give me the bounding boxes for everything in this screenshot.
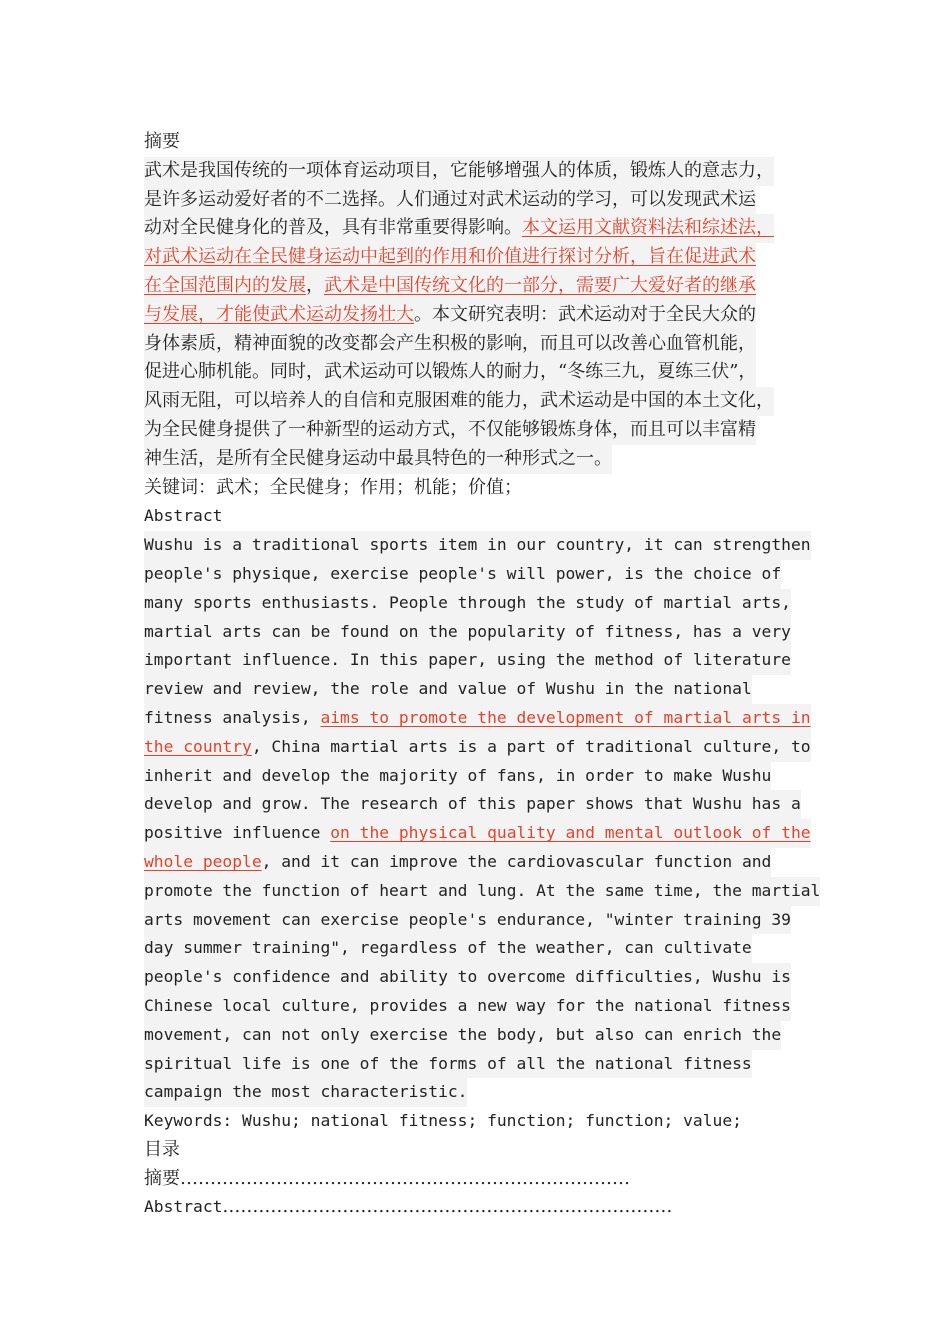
- text-run: develop and grow. The research of this paper shows that Wushu has a: [144, 794, 801, 814]
- paragraph-line: [144, 1050, 824, 1079]
- paragraph-line: [144, 243, 824, 272]
- revised-text: 武术是中国传统文化的一部分，需要广大爱好者的继承: [324, 274, 756, 296]
- toc-list: [144, 1165, 824, 1223]
- text-run: promote the function of heart and lung. At the same time, the martial: [144, 880, 821, 900]
- paragraph-line: [144, 618, 824, 647]
- line-highlight: [144, 416, 756, 445]
- text-run: , and it can improve the cardiovascular function and: [261, 851, 772, 871]
- abstract-en-keywords: Keywords: Wushu; national fitness; function; function; value;: [144, 1111, 742, 1131]
- toc-entry-label: Abstract: [144, 1197, 223, 1217]
- paragraph-line: [144, 733, 824, 762]
- paragraph-line: [144, 704, 824, 733]
- paragraph-line: [144, 416, 824, 445]
- paragraph-line: [144, 992, 824, 1021]
- revised-text: whole people: [144, 851, 262, 871]
- line-highlight: [144, 819, 811, 848]
- paragraph-line: [144, 1021, 824, 1050]
- line-highlight: [144, 992, 791, 1021]
- line-highlight: [144, 733, 811, 762]
- paragraph-line: [144, 790, 824, 819]
- toc-entry[interactable]: [144, 1165, 824, 1194]
- text-run: Wushu is a traditional sports item in our country, it can strengthen: [144, 535, 811, 555]
- text-run: fitness analysis,: [144, 707, 321, 727]
- paragraph-line: [144, 387, 824, 416]
- paragraph-line: [144, 272, 824, 301]
- line-highlight: [144, 618, 791, 647]
- text-run: , China martial arts is a part of traditional culture, to: [251, 736, 811, 756]
- line-highlight: [144, 272, 756, 301]
- line-highlight: [144, 358, 756, 387]
- paragraph-line: [144, 963, 824, 992]
- text-run: 神生活，是所有全民健身运动中最具特色的一种形式之一。: [144, 447, 612, 469]
- toc-entry[interactable]: [144, 1193, 824, 1222]
- line-highlight: [144, 387, 774, 416]
- paragraph-line: [144, 358, 824, 387]
- paragraph-line: [144, 934, 824, 963]
- text-run: 是许多运动爱好者的不二选择。人们通过对武术运动的学习，可以发现武术运: [144, 188, 756, 210]
- paragraph-line: [144, 646, 824, 675]
- paragraph-line: [144, 906, 824, 935]
- revised-text: on the physical quality and mental outlook of the: [330, 823, 811, 843]
- text-run: ，: [306, 274, 324, 296]
- paragraph-line: [144, 445, 824, 474]
- revised-text: 对武术运动在全民健身运动中起到的作用和价值进行探讨分析，旨在促进武术: [144, 246, 756, 268]
- line-highlight: [144, 646, 791, 675]
- line-highlight: [144, 906, 791, 935]
- paragraph-line: [144, 301, 824, 330]
- text-run: positive influence: [144, 823, 331, 843]
- text-run: day summer training", regardless of the weather, can cultivate: [144, 938, 752, 958]
- line-highlight: [144, 762, 771, 791]
- toc-leader-dots: …………………………………………………………………: [180, 1167, 630, 1189]
- text-run: review and review, the role and value of Wushu in the national: [144, 679, 752, 699]
- text-run: 武术是我国传统的一项体育运动项目，它能够增强人的体质，锻炼人的意志力，: [144, 159, 774, 181]
- line-highlight: [144, 445, 612, 474]
- text-run: important influence. In this paper, using the method of literature: [144, 650, 791, 670]
- line-highlight: [144, 330, 756, 359]
- text-run: 。本文研究表明：武术运动对于全民大众的: [414, 303, 756, 325]
- paragraph-line: [144, 877, 824, 906]
- line-highlight: [144, 531, 811, 560]
- abstract-en-heading: Abstract: [144, 506, 223, 526]
- text-run: inherit and develop the majority of fans, in order to make Wushu: [144, 765, 772, 785]
- text-run: many sports enthusiasts. People through the study of martial arts,: [144, 592, 791, 612]
- paragraph-line: [144, 848, 824, 877]
- line-highlight: [144, 589, 791, 618]
- line-highlight: [144, 1050, 752, 1079]
- paragraph-line: [144, 157, 824, 186]
- line-highlight: [144, 675, 752, 704]
- text-run: 身体素质，精神面貌的改变都会产生积极的影响，而且可以改善心血管机能，: [144, 332, 756, 354]
- paragraph-line: [144, 675, 824, 704]
- revised-text: aims to promote the development of martial arts in: [320, 707, 811, 727]
- text-run: 风雨无阻，可以培养人的自信和克服困难的能力，武术运动是中国的本土文化，: [144, 390, 774, 412]
- line-highlight: [144, 301, 756, 330]
- revised-text: the country: [144, 736, 252, 756]
- line-highlight: [144, 704, 811, 733]
- toc-leader-dots: …………………………………………………………………: [222, 1196, 673, 1218]
- line-highlight: [144, 157, 774, 186]
- text-run: people's confidence and ability to overcome difficulties, Wushu is: [144, 967, 791, 987]
- paragraph-line: [144, 186, 824, 215]
- line-highlight: [144, 934, 752, 963]
- text-run: movement, can not only exercise the body, but also can enrich the: [144, 1024, 782, 1044]
- toc-entry-label: 摘要: [144, 1167, 180, 1189]
- text-run: spiritual life is one of the forms of all the national fitness: [144, 1053, 752, 1073]
- line-highlight: [144, 560, 781, 589]
- document-page: [144, 128, 824, 1222]
- text-run: arts movement can exercise people's endurance, "winter training 39: [144, 909, 791, 929]
- abstract-en-body: [144, 531, 824, 1107]
- paragraph-line: [144, 531, 824, 560]
- line-highlight: [144, 963, 791, 992]
- abstract-cn-body: [144, 157, 824, 474]
- text-run: 为全民健身提供了一种新型的运动方式，不仅能够锻炼身体，而且可以丰富精: [144, 418, 756, 440]
- text-run: 促进心肺机能。同时，武术运动可以锻炼人的耐力，“冬练三九，夏练三伏”，: [144, 361, 757, 383]
- paragraph-line: [144, 762, 824, 791]
- line-highlight: [144, 186, 756, 215]
- text-run: people's physique, exercise people's will power, is the choice of: [144, 563, 782, 583]
- text-run: Chinese local culture, provides a new way for the national fitness: [144, 995, 791, 1015]
- revised-text: 本文运用文献资料法和综述法，: [522, 217, 774, 239]
- line-highlight: [144, 1021, 781, 1050]
- paragraph-line: [144, 560, 824, 589]
- paragraph-line: [144, 1078, 824, 1107]
- revised-text: 与发展，才能使武术运动发扬壮大: [144, 303, 414, 325]
- line-highlight: [144, 214, 774, 243]
- text-run: campaign the most characteristic.: [144, 1082, 468, 1102]
- line-highlight: [144, 790, 801, 819]
- abstract-cn-keywords: 关键词：武术；全民健身；作用；机能；价值；: [144, 476, 522, 498]
- paragraph-line: [144, 819, 824, 848]
- paragraph-line: [144, 589, 824, 618]
- paragraph-line: [144, 214, 824, 243]
- text-run: 动对全民健身化的普及，具有非常重要得影响。: [144, 217, 522, 239]
- revised-text: 在全国范围内的发展: [144, 274, 306, 296]
- line-highlight: [144, 1078, 467, 1107]
- abstract-cn-heading: 摘要: [144, 131, 180, 152]
- paragraph-line: [144, 330, 824, 359]
- line-highlight: [144, 848, 771, 877]
- toc-heading: 目录: [144, 1138, 180, 1160]
- line-highlight: [144, 243, 756, 272]
- line-highlight: [144, 877, 820, 906]
- text-run: martial arts can be found on the popularity of fitness, has a very: [144, 621, 791, 641]
